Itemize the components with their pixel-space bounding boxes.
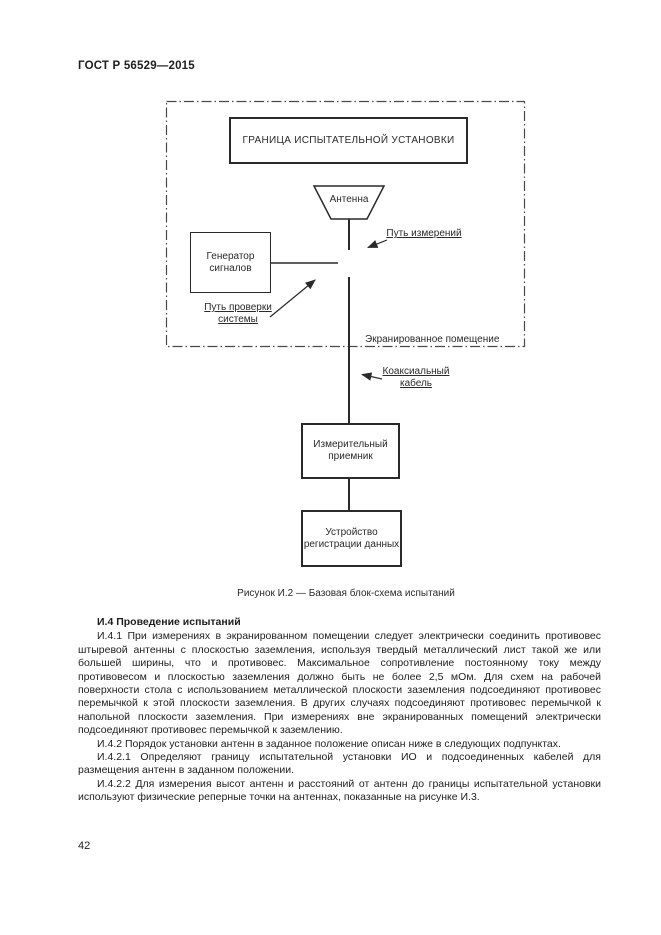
data-recorder-box: Устройство регистрации данных: [301, 510, 402, 567]
paragraph: И.4.1 При измерениях в экранированном помещении следует электрически соединить противовес штыревой антенны с плоскостью заземления, используя твердый металлический лист такой же или большей ширины, что и противовес. Максимальное сопротивление постоянному току между противовесом и плоскостью заземления должно быть не более 2,5 мОм. Для схем на рабочей поверхности стола с использованием металлической плоскости заземления подсоединяют противовес перемычкой к этой плоскости заземления. В других случаях подсоединяют противовес перемычкой к напольной плоскости заземления. При измерениях вне экранированных помещений электрически подсоединяют противовес перемычкой к заземлению.: [78, 630, 601, 737]
paragraph: И.4.2.2 Для измерения высот антенн и расстояний от антенн до границы испытательной установки используют физические реперные точки на антеннах, показанные на рисунке И.3.: [78, 777, 601, 804]
figure-caption: Рисунок И.2 — Базовая блок-схема испытаний: [237, 588, 455, 599]
measurement-path-arrow: [368, 240, 387, 248]
standard-number-header: ГОСТ Р 56529—2015: [78, 60, 195, 72]
test-installation-boundary-box: ГРАНИЦА ИСПЫТАТЕЛЬНОЙ УСТАНОВКИ: [229, 117, 468, 164]
antenna-label: Антенна: [329, 194, 369, 205]
section-heading: И.4 Проведение испытаний: [97, 616, 241, 628]
system-check-path-label: Путь проверки системы: [204, 302, 272, 325]
shielded-room-label: Экранированное помещение: [365, 334, 500, 345]
coaxial-cable-label: Коаксиальный кабель: [382, 366, 450, 389]
page-number: 42: [78, 840, 91, 852]
paragraph: И.4.2.1 Определяют границу испытательной установки ИО и подсоединенных кабелей для размещения антенн в заданном положении.: [78, 751, 601, 777]
measuring-receiver-box: Измерительный приемник: [301, 423, 400, 479]
paragraph: И.4.2 Порядок установки антенн в заданное положение описан ниже в следующих подпунктах.: [97, 737, 561, 750]
measurement-path-label: Путь измерений: [386, 228, 462, 239]
body-text: [78, 616, 601, 805]
signal-generator-box: Генератор сигналов: [190, 232, 271, 293]
